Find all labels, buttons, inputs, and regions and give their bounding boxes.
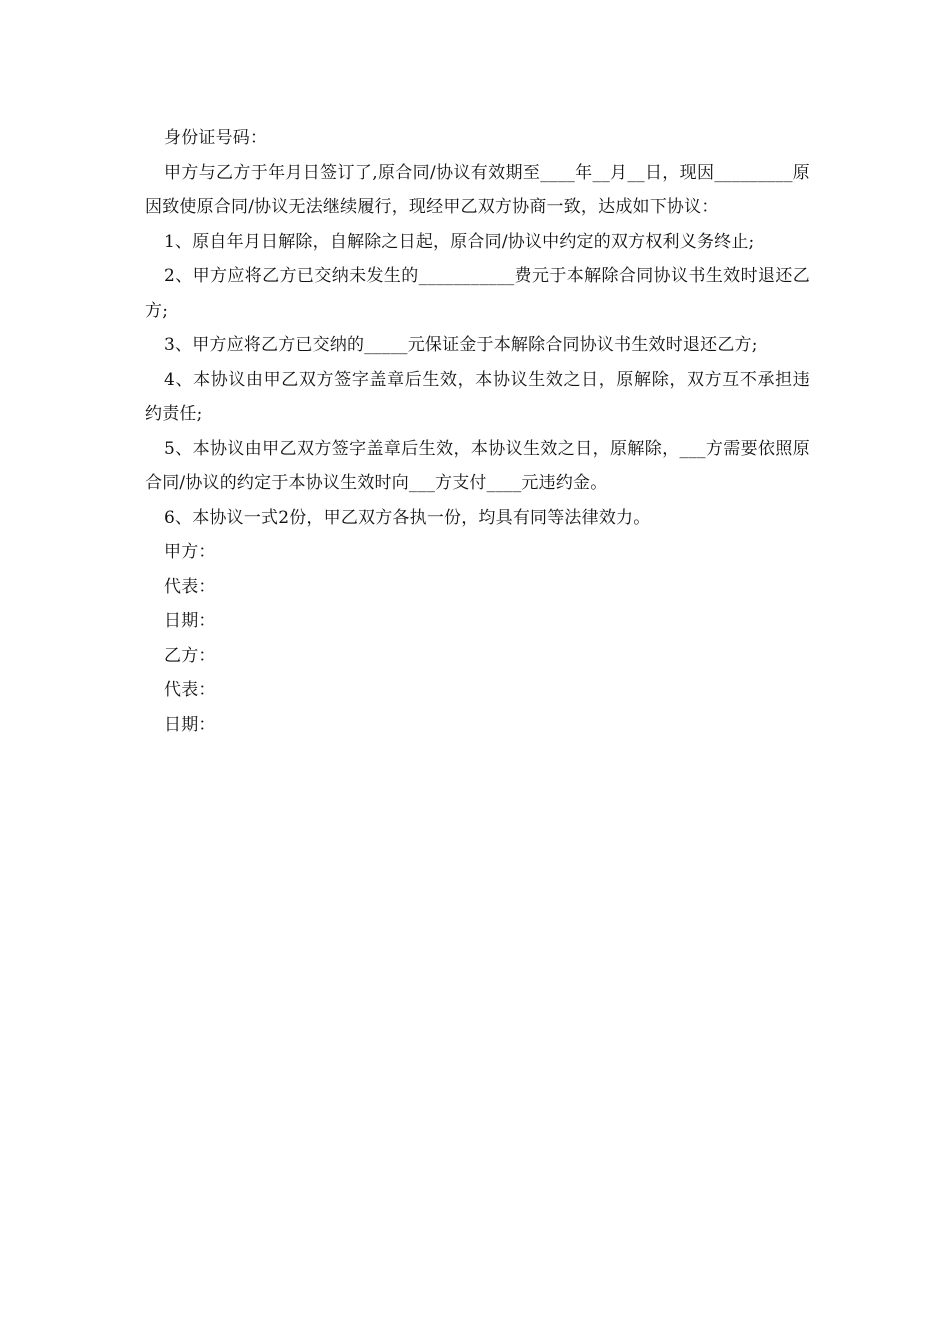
intro-paragraph: 甲方与乙方于年月日签订了,原合同/协议有效期至____年__月__日，现因_________原因致使原合同/协议无法继续履行，现经甲乙双方协商一致，达成如下协议： (145, 162, 810, 217)
document-body (145, 121, 810, 742)
party-b-representative: 代表： (164, 680, 216, 700)
party-b-date: 日期： (164, 714, 216, 735)
party-b-label: 乙方： (164, 645, 216, 666)
party-a-label: 甲方： (164, 542, 216, 562)
party-a-representative: 代表： (164, 576, 216, 597)
clause-3: 3、甲方应将乙方已交纳的_____元保证金于本解除合同协议书生效时退还乙方; (164, 335, 758, 355)
clause-5: 5、本协议由甲乙双方签字盖章后生效，本协议生效之日，原解除，___方需要依照原合同/协议的约定于本协议生效时向___方支付____元违约金。 (145, 438, 810, 493)
clause-1: 1、原自年月日解除，自解除之日起，原合同/协议中约定的双方权利义务终止; (164, 231, 755, 252)
party-a-date: 日期： (164, 611, 216, 631)
id-number-label: 身份证号码： (164, 128, 268, 148)
clause-6: 6、本协议一式2份，甲乙双方各执一份，均具有同等法律效力。 (164, 507, 651, 528)
clause-4: 4、本协议由甲乙双方签字盖章后生效，本协议生效之日，原解除，双方互不承担违约责任; (145, 369, 810, 424)
clause-2: 2、甲方应将乙方已交纳未发生的___________费元于本解除合同协议书生效时退还乙方; (145, 266, 810, 321)
